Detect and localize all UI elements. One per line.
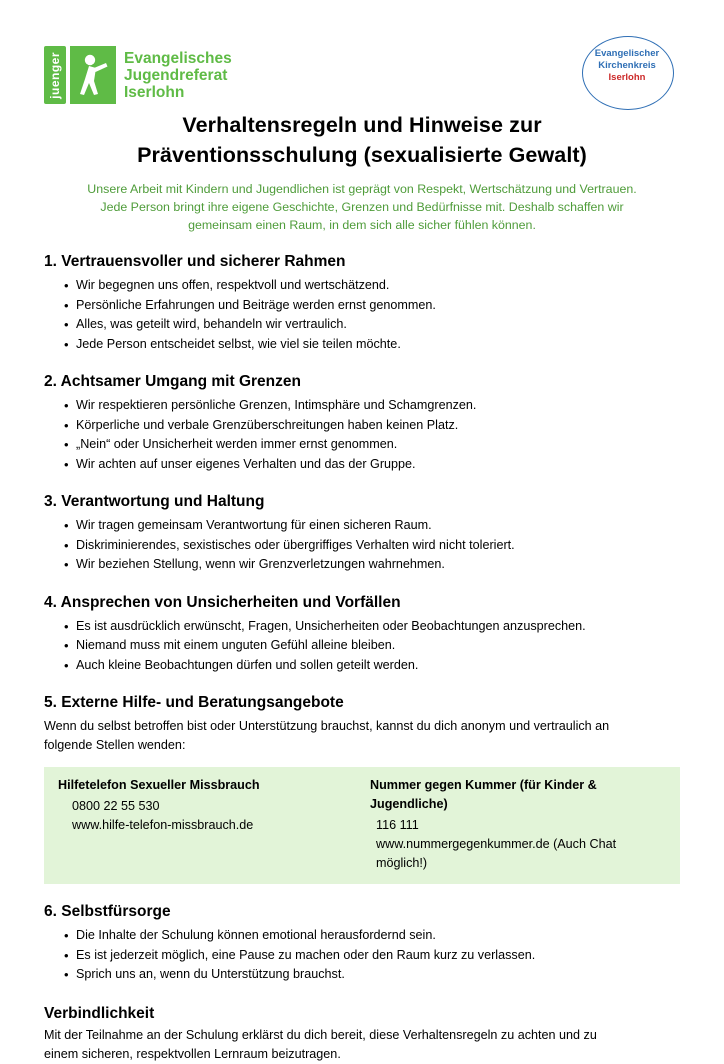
logo-wordmark [124, 46, 232, 104]
section-verantwortung-und-haltung [44, 492, 680, 575]
section-heading: 6. Selbstfürsorge [44, 903, 171, 920]
list-item: • Diskriminierendes, sexistisches oder übergriffiges Verhalten wird nicht toleriert. [66, 536, 680, 556]
kirchenkreis-line-1: Evangelischer [594, 48, 660, 59]
logo-line-1: Evangelisches [124, 49, 232, 67]
section-ansprechen-von-unsicherheiten [44, 593, 680, 676]
section-verbindlichkeit [44, 1005, 680, 1064]
section-bullet-list [44, 926, 680, 985]
page-title-line-2: Präventionsschulung (sexualisierte Gewalt) [137, 143, 587, 167]
intro-line-2: Jede Person bringt ihre eigene Geschichte, Grenzen und Bedürfnisse mit. Deshalb schaffen wir [100, 200, 624, 214]
logo-line-3: Iserlohn [124, 83, 185, 101]
commitment-line-2: einem sicheren, respektvollen Lernraum beizutragen. [44, 1046, 341, 1061]
commitment-text [44, 1026, 680, 1064]
list-item: • „Nein“ oder Unsicherheit werden immer ernst genommen. [66, 435, 680, 455]
contact-phone: 116 111 [376, 818, 419, 832]
list-item: • Wir achten auf unser eigenes Verhalten und das der Gruppe. [66, 455, 680, 475]
intro-line-1: Unsere Arbeit mit Kindern und Jugendlichen ist geprägt von Respekt, Wertschätzung und Vertrauen. [87, 182, 637, 196]
section-bullet-list [44, 276, 680, 354]
list-item: • Es ist jederzeit möglich, eine Pause zu machen oder den Raum kurz zu verlassen. [66, 946, 680, 966]
contact-website[interactable]: www.hilfe-telefon-missbrauch.de [72, 818, 254, 832]
external-help-intro-line-2: folgende Stellen wenden: [44, 738, 186, 752]
logo-vertical-band [44, 46, 66, 104]
external-help-intro [44, 717, 680, 755]
logo-vertical-word: juenger [48, 51, 62, 99]
section-selbstfuersorge [44, 902, 680, 985]
commitment-line-1: Mit der Teilnahme an der Schulung erklärst du dich bereit, diese Verhaltensregeln zu achten und zu [44, 1027, 597, 1042]
section-umgang-mit-grenzen [44, 372, 680, 474]
document-header [44, 28, 680, 106]
contact-website[interactable]: www.nummergegenkummer.de (Auch Chat möglich!) [376, 837, 617, 870]
section-bullet-list [44, 617, 680, 676]
section-vertrauensvoller-rahmen [44, 252, 680, 354]
section-heading: 3. Verantwortung und Haltung [44, 493, 265, 510]
kirchenkreis-line-3: Iserlohn [608, 72, 646, 83]
list-item: • Körperliche und verbale Grenzüberschreitungen haben keinen Platz. [66, 416, 680, 436]
logo-line-2: Jugendreferat [124, 66, 228, 84]
list-item: • Alles, was geteilt wird, behandeln wir vertraulich. [66, 315, 680, 335]
list-item: • Wir begegnen uns offen, respektvoll und wertschätzend. [66, 276, 680, 296]
section-externe-hilfe [44, 693, 680, 884]
external-help-intro-line-1: Wenn du selbst betroffen bist oder Unterstützung brauchst, kannst du dich anonym und vertraulich an [44, 719, 610, 733]
list-item: • Es ist ausdrücklich erwünscht, Fragen, Unsicherheiten oder Beobachtungen anzusprechen. [66, 617, 680, 637]
list-item: • Sprich uns an, wenn du Unterstützung brauchst. [66, 965, 680, 985]
contact-box [44, 767, 680, 884]
contact-nummer-gegen-kummer [354, 776, 666, 873]
logo-evangelischer-kirchenkreis [574, 34, 680, 114]
list-item: • Wir tragen gemeinsam Verantwortung für einen sicheren Raum. [66, 516, 680, 536]
contact-phone: 0800 22 55 530 [72, 799, 160, 813]
list-item: • Wir beziehen Stellung, wenn wir Grenzverletzungen wahrnehmen. [66, 555, 680, 575]
section-bullet-list [44, 516, 680, 575]
logo-evangelisches-jugendreferat [44, 46, 232, 104]
intro-paragraph [44, 180, 680, 234]
jugendreferat-figure-icon [70, 46, 116, 104]
contact-title: Hilfetelefon Sexueller Missbrauch [58, 778, 260, 792]
kirchenkreis-wordmark [574, 48, 680, 84]
list-item: • Auch kleine Beobachtungen dürfen und sollen geteilt werden. [66, 656, 680, 676]
intro-line-3: gemeinsam einen Raum, in dem sich alle sicher fühlen können. [188, 218, 536, 232]
section-heading: Verbindlichkeit [44, 1004, 155, 1022]
page-title-line-1: Verhaltensregeln und Hinweise zur [182, 113, 542, 137]
section-bullet-list [44, 396, 680, 474]
list-item: • Wir respektieren persönliche Grenzen, Intimsphäre und Schamgrenzen. [66, 396, 680, 416]
section-heading: 1. Vertrauensvoller und sicherer Rahmen [44, 253, 346, 270]
page-title [44, 110, 680, 170]
contact-hilfetelefon [58, 776, 354, 873]
list-item: • Persönliche Erfahrungen und Beiträge werden ernst genommen. [66, 296, 680, 316]
list-item: • Die Inhalte der Schulung können emotional herausfordernd sein. [66, 926, 680, 946]
section-heading: 4. Ansprechen von Unsicherheiten und Vorfällen [44, 593, 401, 611]
list-item: • Jede Person entscheidet selbst, wie viel sie teilen möchte. [66, 335, 680, 355]
section-heading: 5. Externe Hilfe- und Beratungsangebote [44, 694, 344, 711]
kirchenkreis-line-2: Kirchenkreis [598, 60, 656, 71]
contact-title: Nummer gegen Kummer (für Kinder & Jugendliche) [370, 778, 597, 811]
section-heading: 2. Achtsamer Umgang mit Grenzen [44, 373, 301, 390]
list-item: • Niemand muss mit einem unguten Gefühl alleine bleiben. [66, 636, 680, 656]
